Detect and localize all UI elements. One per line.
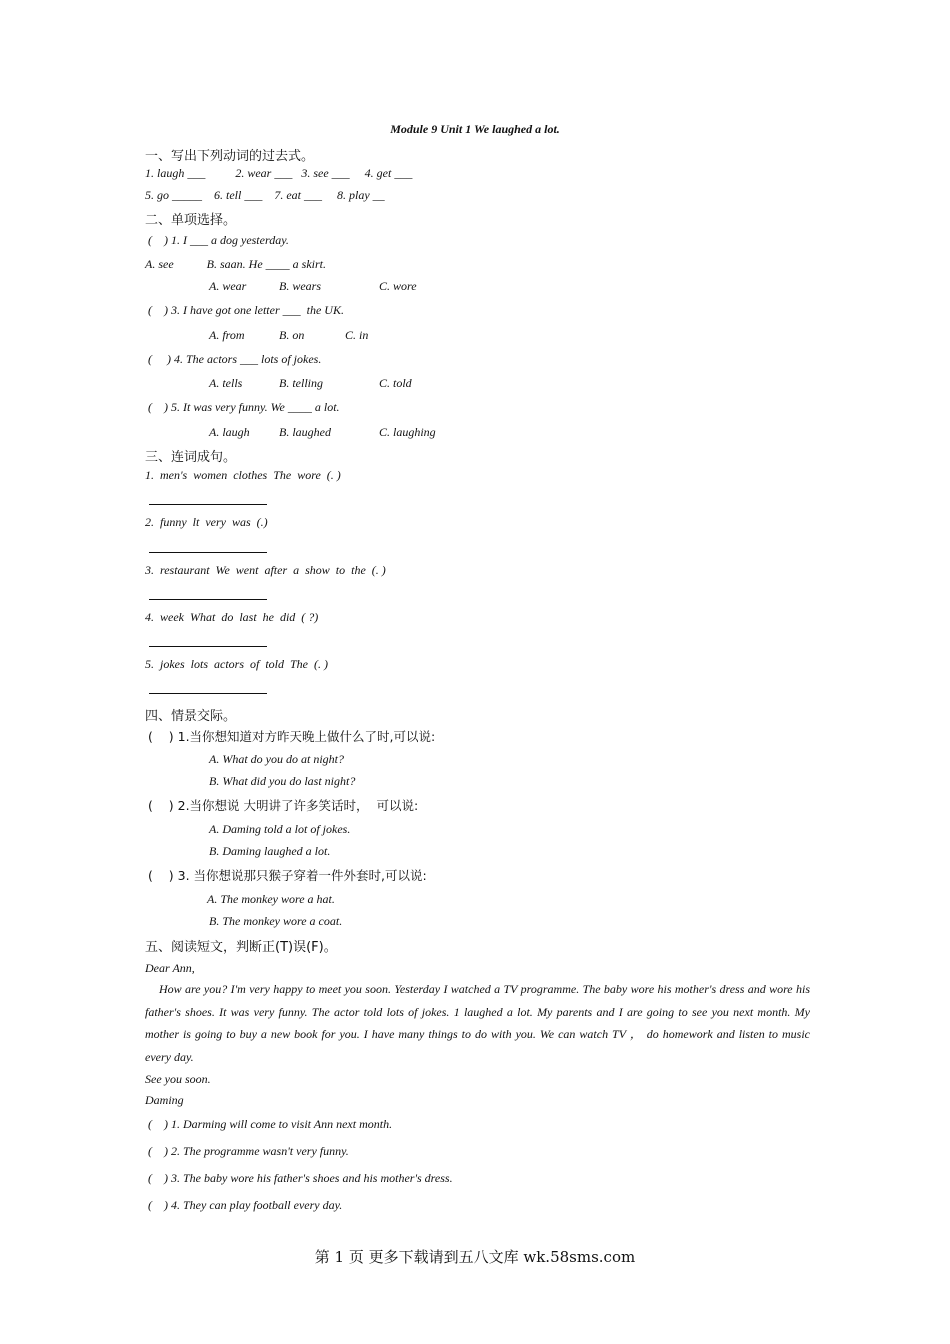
sentence-item: 4. week What do last he did ( ?) [145, 610, 319, 624]
letter-signature: Daming [145, 1093, 184, 1107]
option-c: C. laughing [379, 425, 436, 439]
page-footer: 第 1 页 更多下载请到五八文库 wk.58sms.com [314, 1248, 636, 1266]
option-a: A. Daming told a lot of jokes. [209, 822, 351, 836]
question-4-1: ( ) 1.当你想知道对方昨天晚上做什么了时,可以说: [148, 729, 436, 744]
option-b: B. Daming laughed a lot. [209, 844, 331, 858]
sentence-item: 2. funny lt very was (.) [145, 515, 268, 529]
section-1-row-2: 5. go _____ 6. tell ___ 7. eat ___ 8. play __ [145, 188, 385, 202]
option-c: C. told [379, 376, 412, 390]
question-2-3: ( ) 3. I have got one letter ___ the UK. [148, 303, 344, 317]
letter-body: How are you? I'm very happy to meet you soon. Yesterday I watched a TV programme. The baby wore his mother's dress and wore his father's shoes. It was very funny. The actor told lots of jokes. 1 laughed a lot. My parents and I are going to see you next month. My mother is going to buy a new book for you. I have many things to do with you. We can watch TV ， do homework and listen to music every day. [145, 982, 810, 1064]
option-c: C. in [345, 328, 369, 342]
section-3-heading: 三、连词成句。 [145, 450, 237, 465]
answer-line[interactable] [149, 693, 267, 694]
option-a: A. laugh [209, 425, 250, 439]
option-b: B. telling [279, 376, 323, 390]
option-a: A. What do you do at night? [209, 752, 344, 766]
letter-greeting: Dear Ann, [145, 961, 195, 975]
option-a: A. tells [209, 376, 243, 390]
option-b: B. What did you do last night? [209, 774, 356, 788]
question-2-4: ( ) 4. The actors ___ lots of jokes. [148, 352, 322, 366]
section-1-row-1: 1. laugh ___ 2. wear ___ 3. see ___ 4. get ___ [145, 166, 413, 180]
letter-closing: See you soon. [145, 1072, 211, 1086]
question-2-1: ( ) 1. I ___ a dog yesterday. [148, 233, 289, 247]
sentence-item: 5. jokes lots actors of told The (. ) [145, 657, 328, 671]
answer-line[interactable] [149, 599, 267, 600]
option-b: B. on [279, 328, 305, 342]
answer-line[interactable] [149, 504, 267, 505]
sentence-item: 3. restaurant We went after a show to the (. ) [145, 563, 386, 577]
question-4-2: ( ) 2.当你想说 大明讲了许多笑话时， 可以说: [148, 798, 419, 813]
option-a: A. from [209, 328, 245, 342]
question-2-5: ( ) 5. It was very funny. We ____ a lot. [148, 400, 340, 414]
statement-item: ( ) 3. The baby wore his father's shoes and his mother's dress. [148, 1171, 453, 1185]
question-4-3: ( ) 3. 当你想说那只猴子穿着一件外套时,可以说: [148, 868, 427, 883]
question-2-1-options: A. see B. saan. He ____ a skirt. [145, 257, 326, 271]
page-title: Module 9 Unit 1 We laughed a lot. [390, 122, 560, 136]
section-4-heading: 四、情景交际。 [145, 709, 237, 724]
option-c: C. wore [379, 279, 417, 293]
statement-item: ( ) 1. Darming will come to visit Ann next month. [148, 1117, 393, 1131]
section-1-heading: 一、写出下列动词的过去式。 [145, 149, 315, 164]
section-5-heading: 五、阅读短文，判断正(T)误(F)。 [145, 940, 337, 955]
option-b: B. The monkey wore a coat. [209, 914, 343, 928]
option-a: A. The monkey wore a hat. [207, 892, 335, 906]
answer-line[interactable] [149, 552, 267, 553]
statement-item: ( ) 2. The programme wasn't very funny. [148, 1144, 349, 1158]
option-a: A. wear [209, 279, 247, 293]
option-b: B. wears [279, 279, 321, 293]
section-2-heading: 二、单项选择。 [145, 213, 237, 228]
answer-line[interactable] [149, 646, 267, 647]
statement-item: ( ) 4. They can play football every day. [148, 1198, 343, 1212]
option-b: B. laughed [279, 425, 331, 439]
sentence-item: 1. men's women clothes The wore (. ) [145, 468, 341, 482]
